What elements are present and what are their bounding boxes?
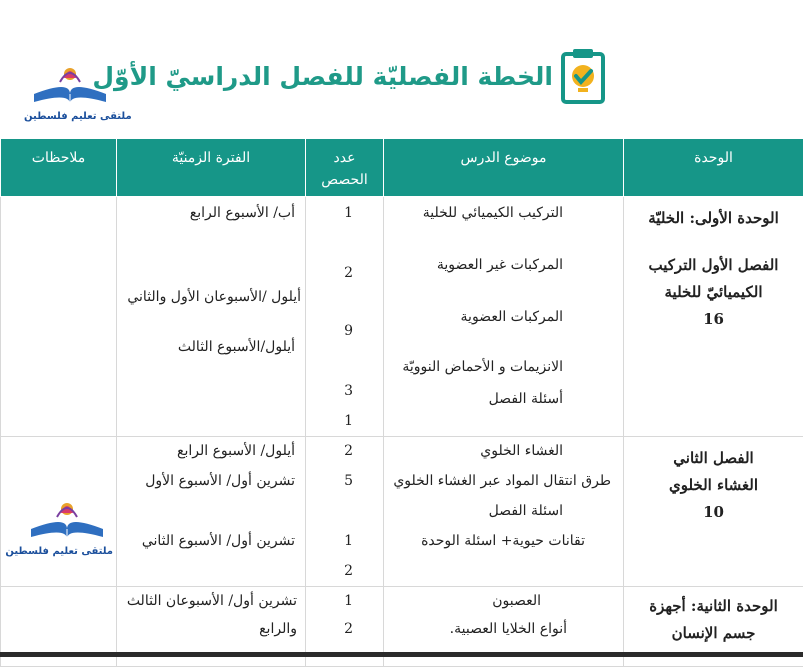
page-bottom-edge [0,652,803,657]
header-topic: موضوع الدرس [384,139,624,197]
topic-cell [384,437,624,587]
header-time: الفترة الزمنيّة [117,139,306,197]
unit-line: الغشاء الخلوي [624,472,803,499]
topic-item: المركبات غير العضوية [437,257,563,273]
unit-line: 16 [624,306,803,333]
unit-line: الوحدة الثانية: أجهزة [624,593,803,620]
topic-item: أنواع الخلايا العصبية. [450,621,567,637]
book-logo-icon [21,499,113,543]
topic-item: الغشاء الخلوي [480,443,563,459]
header-periods [306,139,384,197]
clipboard-check-icon [560,48,606,104]
table-header-row [1,139,803,197]
header-unit: الوحدة [624,139,803,197]
unit-line: الوحدة الأولى: الخليّة [624,205,803,232]
periods-item: 2 [344,265,353,281]
periods-item: 2 [344,563,353,579]
time-item: تشرين أول/ الأسبوع الثاني [142,533,295,549]
periods-item: 1 [344,413,353,429]
periods-item: 9 [344,323,353,339]
unit-line: 10 [624,499,803,526]
periods-item: 3 [344,383,353,399]
table-row [1,437,803,587]
periods-item: 2 [344,621,353,637]
logo-text: ملتقى تعليم فلسطين [21,546,113,557]
topic-cell [384,197,624,437]
unit-line: الفصل الثاني [624,445,803,472]
topic-item: العصبون [492,593,541,609]
topic-item: اسئلة الفصل [489,503,563,519]
topic-item: المركبات العضوية [461,309,563,325]
time-cell [117,437,306,587]
topic-item: طرق انتقال المواد عبر الغشاء الخلوي [393,473,611,489]
periods-item: 1 [344,533,353,549]
time-item: أيلول /الأسبوعان الأول والثاني [127,289,301,305]
table-row [1,197,803,437]
periods-item: 1 [344,593,353,609]
page-header [0,0,803,138]
time-item: أيلول/ الأسبوع الرابع [177,443,295,459]
time-item: أيلول/الأسبوع الثالث [178,339,295,355]
unit-line: الكيميائيّ للخلية [624,279,803,306]
header-periods-line1: عدد [310,147,379,169]
page-title: الخطة الفصليّة للفصل الدراسيّ الأوّل [92,62,553,91]
periods-item: 1 [344,205,353,221]
periods-cell [306,197,384,437]
topic-item: أسئلة الفصل [489,391,563,407]
semester-plan-table [0,138,803,667]
topic-item: التركيب الكيميائي للخلية [423,205,563,221]
header-notes: ملاحظات [1,139,117,197]
unit-line: الفصل الأول التركيب [624,252,803,279]
unit-cell [624,437,803,587]
unit-line [624,232,803,252]
notes-cell [1,437,117,587]
periods-item: 5 [344,473,353,489]
site-logo-watermark [21,499,113,557]
unit-cell [624,197,803,437]
notes-cell [1,197,117,437]
logo-text: ملتقى تعليم فلسطين [24,111,116,122]
unit-line: جسم الإنسان [624,620,803,647]
periods-item: 2 [344,443,353,459]
topic-item: الانزيمات و الأحماض النوويّة [402,359,563,375]
time-cell [117,197,306,437]
time-item: تشرين أول/ الأسبوع الأول [145,473,295,489]
time-item: أب/ الأسبوع الرابع [190,205,295,221]
topic-item: تقانات حيوية+ اسئلة الوحدة [421,533,585,549]
header-periods-line2: الحصص [310,169,379,191]
periods-cell [306,437,384,587]
time-item: تشرين أول/ الأسبوعان الثالث [127,593,297,609]
time-item: والرابع [259,621,297,637]
